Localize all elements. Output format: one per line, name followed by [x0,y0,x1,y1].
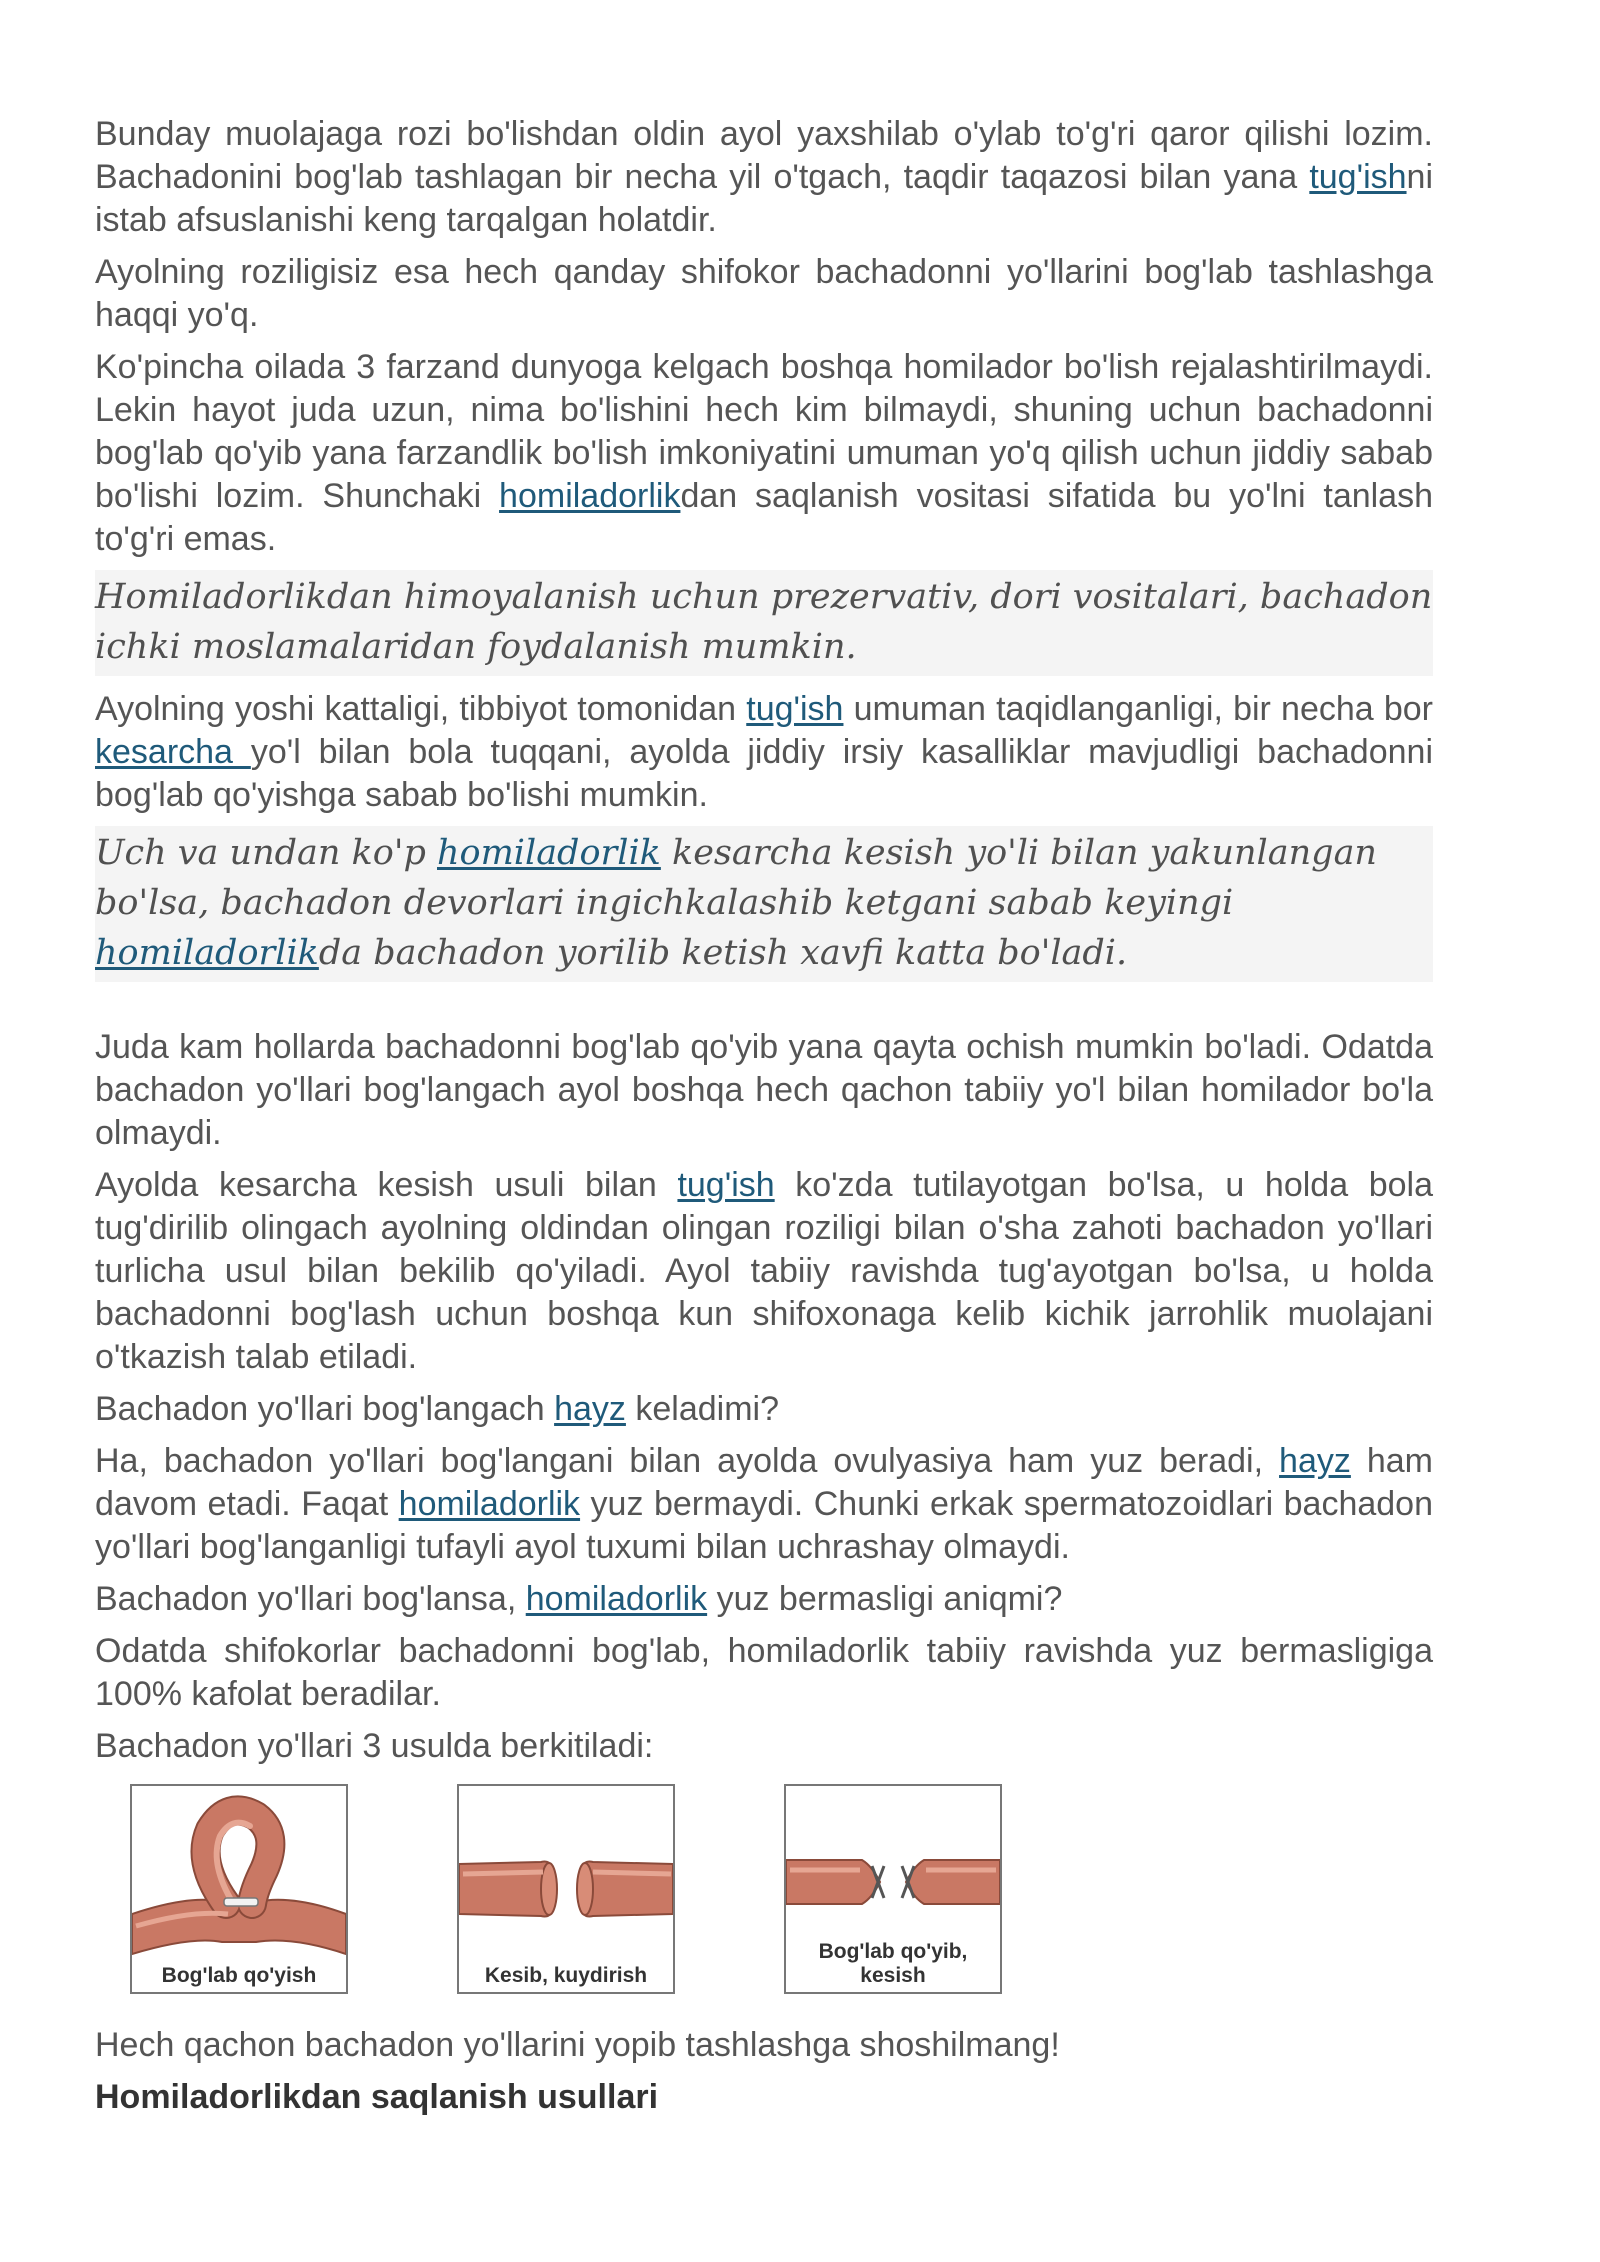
paragraph [95,346,1433,561]
figure-caption-line: Bog'lab qo'yib, [818,1940,968,1963]
figure-loop-ligation [130,1784,348,1994]
paragraph: Bachadon yo'llari 3 usulda berkitiladi: [95,1727,654,1765]
link-hayz[interactable]: hayz [554,1390,626,1428]
paragraph-text: ham davom etadi. Faqat [95,1442,1433,1523]
link-homiladorlik[interactable]: homiladorlik [398,1485,581,1523]
paragraph-text: dan saqlanish vositasi sifatida bu yo'lni tanlash to'g'ri emas. [95,477,1434,558]
link-kesarcha[interactable]: kesarcha [95,733,251,771]
paragraph-text: Ayolda kesarcha kesish usuli bilan [95,1166,678,1204]
paragraph-text: keladimi? [625,1390,779,1428]
quote-text: Uch va undan ko'p [95,833,437,873]
tubal-ligation-figures [95,1784,1433,2012]
paragraph: Odatda shifokorlar bachadonni bog'lab, homiladorlik tabiiy ravishda yuz bermasligiga 100% kafolat beradilar. [95,1632,1433,1713]
question [95,1388,1433,1431]
quote-text: kesarcha kesish yo'li bilan yakunlangan bo'lsa, bachadon devorlari ingichkalashib ketgani sabab keyingi [95,833,1377,923]
link-homiladorlik[interactable]: homiladorlik [525,1580,708,1618]
paragraph-text: ni istab afsuslanishi keng tarqalgan holatdir. [95,158,1433,239]
blockquote: Homiladorlikdan himoyalanish uchun prezervativ, dori vositalari, bachadon ichki moslamalaridan foydalanish mumkin. [95,570,1433,676]
link-homiladorlik[interactable]: homiladorlik [95,933,319,973]
paragraph-text: Bachadon yo'llari bog'lansa, [95,1580,526,1618]
paragraph-text: Bunday muolajaga rozi bo'lishdan oldin ayol yaxshilab o'ylab to'g'ri qaror qilishi lozim. Bachadonini bog'lab tashlagan bir necha yil o'tgach, taqdir taqazosi bilan yana [95,115,1433,196]
paragraph-text: Ha, bachadon yo'llari bog'langani bilan ayolda ovulyasiya ham yuz beradi, [95,1442,1280,1480]
tube-loop-ligation-icon [132,1786,346,1992]
paragraph [95,113,1433,242]
quote-text: da bachadon yorilib ketish xavfi katta bo'ladi. [318,933,1128,973]
figure-caption: Kesib, kuydirish [484,1964,648,1987]
paragraph-text: Bachadon yo'llari bog'langach [95,1390,555,1428]
paragraph: Juda kam hollarda bachadonni bog'lab qo'yib yana qayta ochish mumkin bo'ladi. Odatda bachadon yo'llari bog'langach ayol boshqa hech qachon tabiiy yo'l bilan homilador bo'la olmaydi. [95,1028,1433,1152]
paragraph: Hech qachon bachadon yo'llarini yopib tashlashga shoshilmang! [95,2026,1060,2064]
tube-cut-cauterize-icon [459,1786,673,1992]
link-homiladorlik[interactable]: homiladorlik [499,477,681,515]
paragraph-text: yuz bermasligi aniqmi? [707,1580,1063,1618]
paragraph [95,1440,1433,1569]
figure-caption-line: kesish [860,1964,926,1987]
figure-caption [786,1940,1000,1988]
link-tugish[interactable]: tug'ish [677,1166,775,1204]
paragraph: Ayolning roziligisiz esa hech qanday shifokor bachadonni yo'llarini bog'lab tashlashga haqqi yo'q. [95,253,1433,334]
paragraph-text: yuz bermaydi. Chunki erkak spermatozoidlari bachadon yo'llari bog'langanligi tufayli ayol tuxumi bilan uchrashay olmaydi. [95,1485,1433,1566]
paragraph-text: ko'zda tutilayotgan bo'lsa, u holda bola tug'dirilib olingach ayolning oldindan olingan roziligi bilan o'sha zahoti bachadon yo'llari turlicha usul bilan bekilib qo'yiladi. Ayol tabiiy ravishda tug'ayotgan bo'lsa, u holda bachadonni bog'lash uchun boshqa kun shifoxonaga kelib kichik jarrohlik muolajani o'tkazish talab etiladi. [95,1166,1433,1376]
question [95,1578,1433,1621]
paragraph-text: umuman taqidlanganligi, bir necha bor [843,690,1433,728]
paragraph-text: yo'l bilan bola tuqqani, ayolda jiddiy irsiy kasalliklar mavjudligi bachadonni bog'lab qo'yishga sabab bo'lishi mumkin. [95,733,1433,814]
link-tugish[interactable]: tug'ish [746,690,844,728]
blockquote [95,826,1433,982]
paragraph-text: Ayolning yoshi kattaligi, tibbiyot tomonidan [95,690,747,728]
figure-caption: Bog'lab qo'yish [161,1964,317,1987]
section-heading: Homiladorlikdan saqlanish usullari [95,2078,659,2116]
article-body [95,113,1433,2128]
link-hayz[interactable]: hayz [1279,1442,1351,1480]
paragraph [95,688,1433,817]
link-homiladorlik[interactable]: homiladorlik [437,833,661,873]
paragraph [95,1164,1433,1379]
paragraph-text: Ko'pincha oilada 3 farzand dunyoga kelgach boshqa homilador bo'lish rejalashtirilmaydi. Lekin hayot juda uzun, nima bo'lishini hech kim bilmaydi, shuning uchun bachadonni bog'lab qo'yib yana farzandlik bo'lish imkoniyatini umuman yo'q qilish uchun jiddiy sabab bo'lishi lozim. Shunchaki [95,348,1433,515]
link-tugish[interactable]: tug'ish [1309,158,1407,196]
figure-cut-cauterize [457,1784,675,1994]
figure-tie-cut [784,1784,1002,1994]
